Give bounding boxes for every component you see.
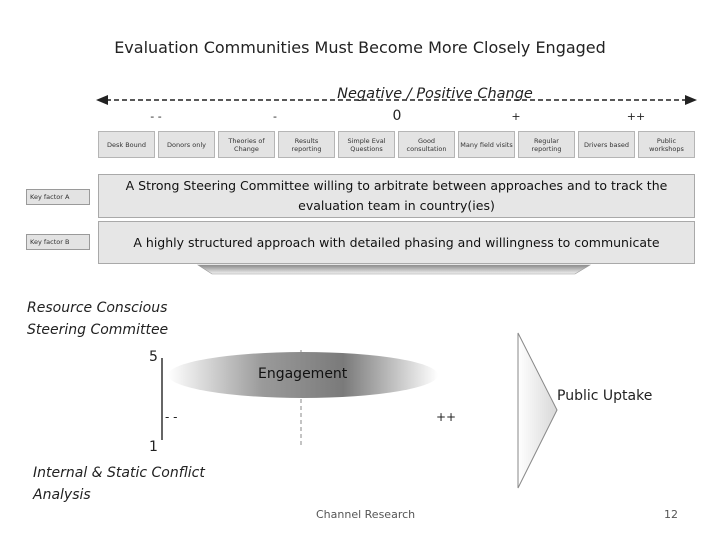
public-uptake-label: Public Uptake bbox=[557, 388, 653, 404]
conflict-analysis-note: Internal & Static Conflict Analysis bbox=[33, 465, 205, 503]
cell-simple-eval-questions: Simple Eval Questions bbox=[338, 131, 395, 158]
key-factor-a-label: Key factor A bbox=[26, 189, 90, 205]
footer-source: Channel Research bbox=[316, 508, 416, 521]
steering-committee-note: Resource Conscious Steering Committee bbox=[27, 300, 169, 338]
funnel-shape bbox=[198, 265, 590, 274]
key-factor-a-banner: A Strong Steering Committee willing to arbitrate between approaches and to track the evaluation team in country(ies) bbox=[98, 174, 695, 218]
cell-drivers-based: Drivers based bbox=[578, 131, 635, 158]
engagement-label: Engagement bbox=[258, 366, 348, 382]
cell-donors-only: Donors only bbox=[158, 131, 215, 158]
cell-many-field-visits: Many field visits bbox=[458, 131, 515, 158]
cell-regular-reporting: Regular reporting bbox=[518, 131, 575, 158]
axis-title: Negative / Positive Change bbox=[337, 86, 533, 102]
slide-title: Evaluation Communities Must Become More Closely Engaged bbox=[114, 38, 606, 57]
cell-desk-bound: Desk Bound bbox=[98, 131, 155, 158]
axis-min-label: 1 bbox=[149, 439, 158, 455]
scale-label-very-positive: ++ bbox=[626, 110, 646, 123]
scale-label-zero: 0 bbox=[392, 108, 402, 124]
uptake-arrow bbox=[518, 333, 557, 488]
cell-good-consultation: Good consultation bbox=[398, 131, 455, 158]
cell-theories-of-change: Theories of Change bbox=[218, 131, 275, 158]
key-factor-b-banner: A highly structured approach with detailed phasing and willingness to communicate bbox=[98, 221, 695, 264]
scale-label-positive: + bbox=[511, 110, 521, 123]
axis-max-label: 5 bbox=[149, 349, 158, 365]
cell-results-reporting: Results reporting bbox=[278, 131, 335, 158]
axis-positive-label: ++ bbox=[436, 410, 457, 424]
page-number: 12 bbox=[664, 508, 678, 521]
scale-label-very-negative: - - bbox=[150, 110, 162, 123]
scale-label-negative: - bbox=[273, 110, 277, 123]
axis-negative-label: - - bbox=[165, 410, 178, 424]
key-factor-b-label: Key factor B bbox=[26, 234, 90, 250]
cell-public-workshops: Public workshops bbox=[638, 131, 695, 158]
